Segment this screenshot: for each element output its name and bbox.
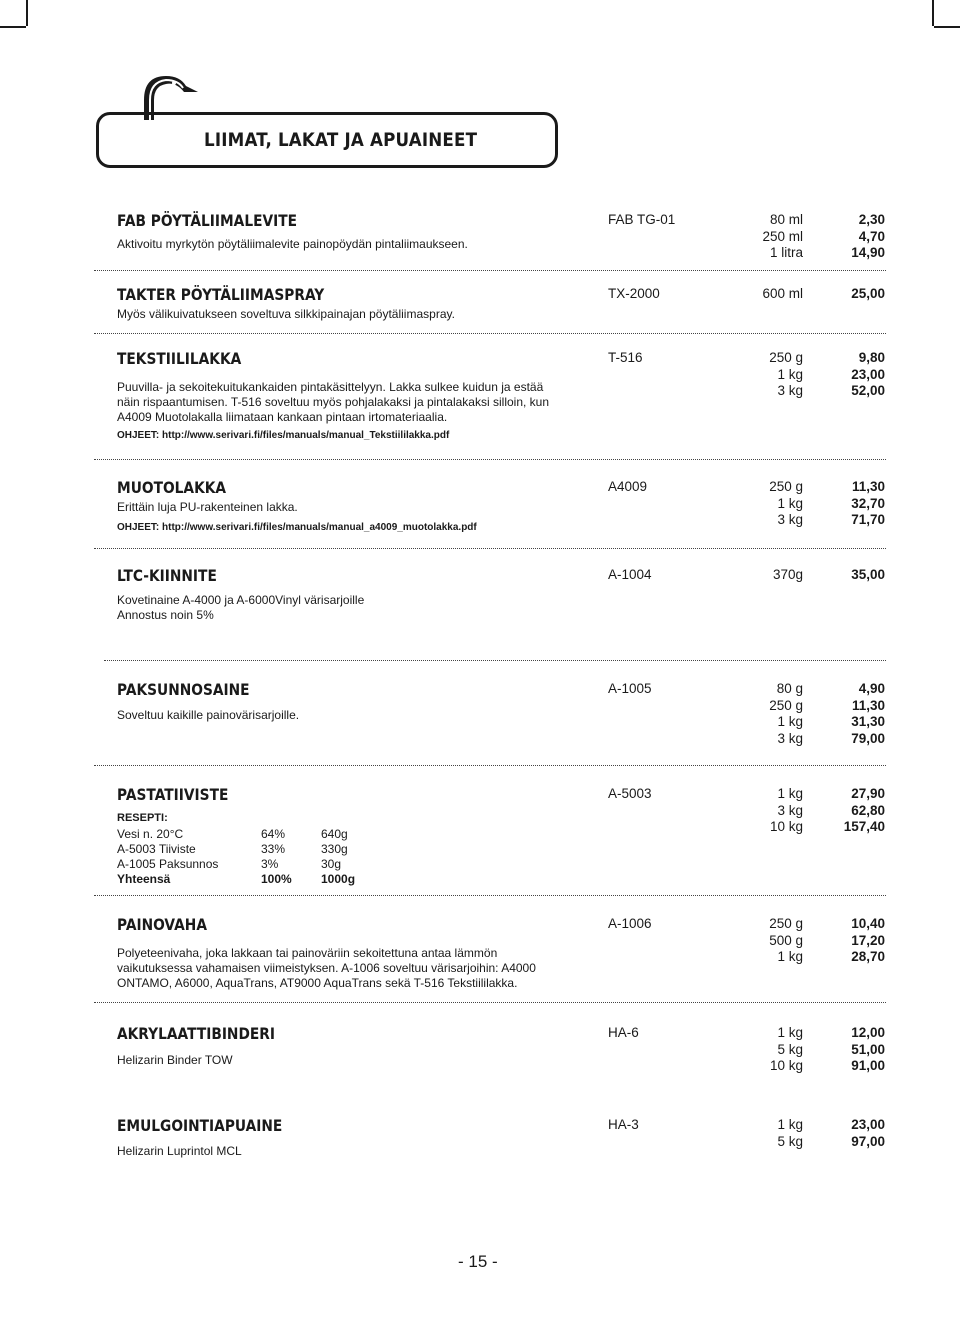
package-size: 3 kg bbox=[777, 512, 803, 527]
price: 62,80 bbox=[851, 802, 885, 818]
description-line: vaikutuksessa vahamaisen viimeistyksen. A-1006 soveltuu värisarjoihin: A4000 bbox=[117, 961, 536, 975]
price-row bbox=[700, 245, 885, 262]
recipe-percent: 3% bbox=[261, 857, 279, 871]
description-line: Helizarin Luprintol MCL bbox=[117, 1144, 242, 1158]
description-line: Erittäin luja PU-rakenteinen lakka. bbox=[117, 500, 298, 514]
price: 97,00 bbox=[851, 1133, 885, 1149]
package-size: 500 g bbox=[769, 932, 803, 948]
product-name: MUOTOLAKKA bbox=[117, 478, 227, 497]
package-size: 3 kg bbox=[777, 802, 803, 818]
price-row bbox=[700, 714, 885, 731]
price-list bbox=[700, 916, 885, 966]
product-name: PAKSUNNOSAINE bbox=[117, 680, 250, 699]
recipe-amount: 640g bbox=[321, 827, 348, 841]
product-code: A-1004 bbox=[608, 567, 652, 582]
package-size: 250 g bbox=[769, 479, 803, 494]
product-code: A-5003 bbox=[608, 786, 652, 801]
description-line: Myös välikuivatukseen soveltuva silkkipainajan pöytäliimaspray. bbox=[117, 307, 455, 321]
page-title: LIIMAT, LAKAT JA APUAINEET bbox=[204, 129, 478, 151]
price: 91,00 bbox=[851, 1058, 885, 1073]
price-row bbox=[700, 567, 885, 584]
separator bbox=[94, 765, 886, 766]
product-name: FAB PÖYTÄLIIMALEVITE bbox=[117, 211, 298, 230]
recipe-heading: RESEPTI: bbox=[117, 812, 168, 824]
price-row bbox=[700, 731, 885, 748]
description-line: Polyeteenivaha, joka lakkaan tai painoväriin sekoitettuna antaa lämmön bbox=[117, 946, 498, 960]
separator bbox=[94, 333, 886, 334]
instructions-link[interactable]: OHJEET: http://www.serivari.fi/files/manuals/manual_a4009_muotolakka.pdf bbox=[117, 522, 477, 533]
separator bbox=[104, 660, 886, 661]
price-row bbox=[700, 512, 885, 529]
recipe-total-label: Yhteensä bbox=[117, 872, 171, 886]
product-description bbox=[117, 307, 455, 322]
package-size: 1 kg bbox=[777, 495, 803, 511]
recipe-total-row bbox=[117, 872, 356, 887]
price: 23,00 bbox=[851, 366, 885, 382]
price: 14,90 bbox=[851, 245, 885, 260]
package-size: 1 kg bbox=[777, 949, 803, 964]
product-description bbox=[117, 237, 468, 252]
package-size: 1 kg bbox=[777, 1117, 803, 1132]
price: 10,40 bbox=[851, 916, 885, 931]
price-row bbox=[700, 1042, 885, 1059]
crop-mark bbox=[934, 26, 960, 28]
price: 31,30 bbox=[851, 714, 885, 729]
crop-mark bbox=[0, 26, 26, 28]
product-description bbox=[117, 593, 364, 623]
recipe-table bbox=[117, 812, 356, 887]
product-code: T-516 bbox=[608, 350, 643, 365]
product-description bbox=[117, 1053, 233, 1068]
package-size: 10 kg bbox=[769, 819, 803, 834]
price-row bbox=[700, 698, 885, 715]
price-row bbox=[700, 1117, 885, 1134]
product-code: A-1006 bbox=[608, 916, 652, 931]
package-size: 10 kg bbox=[769, 1058, 803, 1073]
product-code: A4009 bbox=[608, 479, 648, 494]
separator bbox=[94, 895, 886, 896]
crop-mark bbox=[932, 0, 934, 26]
separator bbox=[94, 270, 886, 271]
package-size: 3 kg bbox=[777, 383, 803, 398]
description-line: Aktivoitu myrkytön pöytäliimalevite painopöydän pintaliimaukseen. bbox=[117, 237, 468, 251]
recipe-row bbox=[117, 857, 342, 872]
description-line: Puuvilla- ja sekoitekuitukankaiden pintakäsittelyyn. Lakka sulkee kuidun ja estää bbox=[117, 380, 544, 394]
package-size: 370g bbox=[772, 567, 803, 582]
price: 4,70 bbox=[858, 228, 885, 244]
price-row bbox=[700, 479, 885, 496]
package-size: 1 kg bbox=[777, 786, 803, 801]
recipe-percent: 64% bbox=[261, 827, 286, 841]
price-row bbox=[700, 786, 885, 803]
package-size: 250 g bbox=[769, 916, 803, 931]
price-list bbox=[700, 786, 885, 836]
price-row bbox=[700, 367, 885, 384]
description-line: näin rispaantumisen. T-516 soveltuu myös pohjalakaksi ja pintalakaksi silloin, kun bbox=[117, 395, 550, 409]
price: 51,00 bbox=[851, 1041, 885, 1057]
package-size: 1 kg bbox=[777, 1025, 803, 1040]
price: 157,40 bbox=[843, 819, 885, 834]
product-name: EMULGOINTIAPUAINE bbox=[117, 1116, 283, 1135]
price-row bbox=[700, 286, 885, 303]
price-row bbox=[700, 350, 885, 367]
product-description bbox=[117, 1144, 242, 1159]
package-size: 80 g bbox=[776, 681, 803, 696]
product-name: TEKSTIILILAKKA bbox=[117, 349, 242, 368]
package-size: 600 ml bbox=[762, 286, 803, 301]
recipe-percent: 33% bbox=[261, 842, 286, 856]
price: 23,00 bbox=[851, 1117, 885, 1132]
product-description bbox=[117, 946, 536, 991]
price: 71,70 bbox=[851, 512, 885, 527]
instructions-link[interactable]: OHJEET: http://www.serivari.fi/files/manuals/manual_Tekstiililakka.pdf bbox=[117, 430, 450, 441]
price-row bbox=[700, 803, 885, 820]
description-line: A4009 Muotolakalla liimataan kankaan pintaan irtomateriaalia. bbox=[117, 410, 448, 424]
price-list bbox=[700, 1025, 885, 1075]
price-row bbox=[700, 819, 885, 836]
price-list bbox=[700, 286, 885, 303]
recipe-ingredient: A-1005 Paksunnos bbox=[117, 857, 219, 871]
recipe-row bbox=[117, 827, 348, 842]
price-row bbox=[700, 1058, 885, 1075]
package-size: 1 kg bbox=[777, 366, 803, 382]
separator bbox=[94, 1002, 886, 1003]
package-size: 5 kg bbox=[777, 1041, 803, 1057]
description-line: Soveltuu kaikille painovärisarjoille. bbox=[117, 708, 300, 722]
price-list bbox=[700, 479, 885, 529]
product-name: LTC-KIINNITE bbox=[117, 566, 217, 585]
description-line: ONTAMO, A6000, AquaTrans, AT9000 AquaTrans sekä T-516 Tekstiililakka. bbox=[117, 976, 518, 990]
product-description bbox=[117, 380, 549, 425]
price: 28,70 bbox=[851, 949, 885, 964]
price-row bbox=[700, 1025, 885, 1042]
price: 52,00 bbox=[851, 383, 885, 398]
price: 9,80 bbox=[858, 350, 885, 365]
separator bbox=[94, 548, 886, 549]
price-row bbox=[700, 212, 885, 229]
product-description bbox=[117, 708, 299, 723]
description-line: Kovetinaine A-4000 ja A-6000Vinyl värisarjoille bbox=[117, 593, 365, 607]
price-row bbox=[700, 916, 885, 933]
price: 27,90 bbox=[851, 786, 885, 801]
product-name: PAINOVAHA bbox=[117, 915, 207, 934]
package-size: 80 ml bbox=[769, 212, 803, 227]
price-list bbox=[700, 1117, 885, 1150]
product-description bbox=[117, 500, 298, 515]
page-number: - 15 - bbox=[458, 1252, 498, 1271]
package-size: 3 kg bbox=[777, 730, 803, 746]
price: 79,00 bbox=[851, 730, 885, 746]
recipe-ingredient: A-5003 Tiiviste bbox=[117, 842, 196, 856]
product-code: A-1005 bbox=[608, 681, 652, 696]
package-size: 250 ml bbox=[762, 228, 803, 244]
recipe-ingredient: Vesi n. 20°C bbox=[117, 827, 184, 841]
package-size: 250 g bbox=[769, 697, 803, 713]
price-row bbox=[700, 1134, 885, 1151]
price-row bbox=[700, 383, 885, 400]
price-row bbox=[700, 496, 885, 513]
price-row bbox=[700, 949, 885, 966]
package-size: 1 litra bbox=[769, 245, 803, 260]
recipe-amount: 30g bbox=[321, 857, 342, 871]
description-line: Annostus noin 5% bbox=[117, 608, 214, 622]
product-code: TX-2000 bbox=[608, 286, 660, 301]
price-list bbox=[700, 681, 885, 747]
price: 11,30 bbox=[851, 697, 885, 713]
product-code: FAB TG-01 bbox=[608, 212, 676, 227]
price: 4,90 bbox=[858, 681, 885, 696]
price: 25,00 bbox=[851, 286, 885, 301]
price-list bbox=[700, 350, 885, 400]
price-row bbox=[700, 933, 885, 950]
recipe-row bbox=[117, 842, 348, 857]
package-size: 1 kg bbox=[777, 714, 803, 729]
price-list bbox=[700, 212, 885, 262]
price: 35,00 bbox=[851, 567, 885, 582]
price: 12,00 bbox=[851, 1025, 885, 1040]
product-name: TAKTER PÖYTÄLIIMASPRAY bbox=[117, 285, 325, 304]
price-row bbox=[700, 229, 885, 246]
package-size: 250 g bbox=[769, 350, 803, 365]
price: 32,70 bbox=[851, 495, 885, 511]
package-size: 5 kg bbox=[777, 1133, 803, 1149]
separator bbox=[94, 459, 886, 460]
product-name: PASTATIIVISTE bbox=[117, 785, 229, 804]
recipe-amount: 330g bbox=[321, 842, 348, 856]
price: 17,20 bbox=[851, 932, 885, 948]
price: 11,30 bbox=[851, 479, 885, 494]
product-code: HA-6 bbox=[608, 1025, 639, 1040]
recipe-total-amount: 1000g bbox=[321, 872, 356, 886]
description-line: Helizarin Binder TOW bbox=[117, 1053, 233, 1067]
product-name: AKRYLAATTIBINDERI bbox=[117, 1024, 275, 1043]
price: 2,30 bbox=[858, 212, 885, 227]
price-list bbox=[700, 567, 885, 584]
product-code: HA-3 bbox=[608, 1117, 639, 1132]
price-row bbox=[700, 681, 885, 698]
crop-mark bbox=[26, 0, 28, 26]
recipe-total-percent: 100% bbox=[261, 872, 292, 886]
